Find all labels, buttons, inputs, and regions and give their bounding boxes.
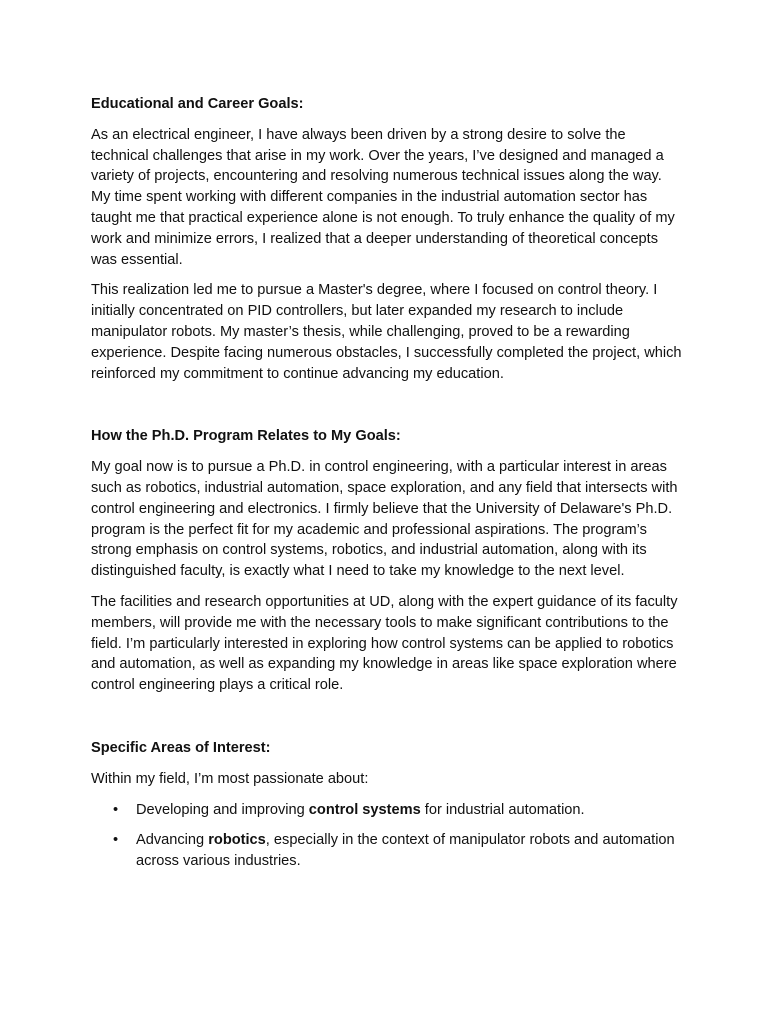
paragraph: This realization led me to pursue a Master's degree, where I focused on control theory. I initially concentrated on PID controllers, but later expanded my research to include manipulator robots. My master’s thesis, while challenging, proved to be a rewarding experience. Despite facing numerous obstacles, I successfully completed the project, which reinforced my commitment to continue advancing my education. [91,282,682,382]
paragraph: My goal now is to pursue a Ph.D. in control engineering, with a particular interest in areas such as robotics, industrial automation, space exploration, and any field that intersects with control engineering and electronics. I firmly believe that the University of Delaware's Ph.D. program is the perfect fit for my academic and professional aspirations. The program’s strong emphasis on control systems, robotics, and industrial automation, along with its distinguished faculty, is exactly what I need to take my knowledge to the next level. [91,459,678,580]
paragraph-intro: Within my field, I’m most passionate about: [91,770,369,787]
list-item-bold-term: control systems [308,801,421,818]
paragraph: As an electrical engineer, I have always been driven by a strong desire to solve the technical challenges that arise in my work. Over the years, I’ve designed and managed a variety of projects, encountering and resolving numerous technical issues along the way. My time spent working with different companies in the industrial automation sector has taught me that practical experience alone is not enough. To truly enhance the quality of my work and minimize errors, I realized that a deeper understanding of theoretical concepts was essential. [91,126,675,268]
list-item-text-after: , especially in the context of manipulator robots and automation across various industries. [136,832,675,870]
section-heading: Specific Areas of Interest: [91,739,271,756]
list-item-text-before: Advancing [136,832,209,849]
bullet-icon: • [113,832,119,849]
section-heading: How the Ph.D. Program Relates to My Goals: [91,428,401,445]
paragraph: The facilities and research opportunities at UD, along with the expert guidance of its faculty members, will provide me with the necessary tools to make significant contributions to the field. I’m particularly interested in exploring how control systems can be applied to robotics and automation, as well as expanding my knowledge in areas like space exploration where control engineering plays a critical role. [91,593,678,694]
document-body [91,94,685,882]
section-educational-career-goals [91,94,685,384]
bullet-icon: • [113,801,119,818]
list-item [91,830,685,872]
interest-list [91,800,685,872]
list-item-text-after: for industrial automation. [420,801,585,818]
section-specific-areas-of-interest [91,738,685,872]
list-item-bold-term: robotics [208,832,266,849]
list-item-text-before: Developing and improving [136,801,309,818]
section-spacer [91,394,685,426]
section-phd-program-goals [91,426,685,696]
section-heading: Educational and Career Goals: [91,96,304,112]
list-item [91,800,685,821]
section-spacer [91,706,685,738]
